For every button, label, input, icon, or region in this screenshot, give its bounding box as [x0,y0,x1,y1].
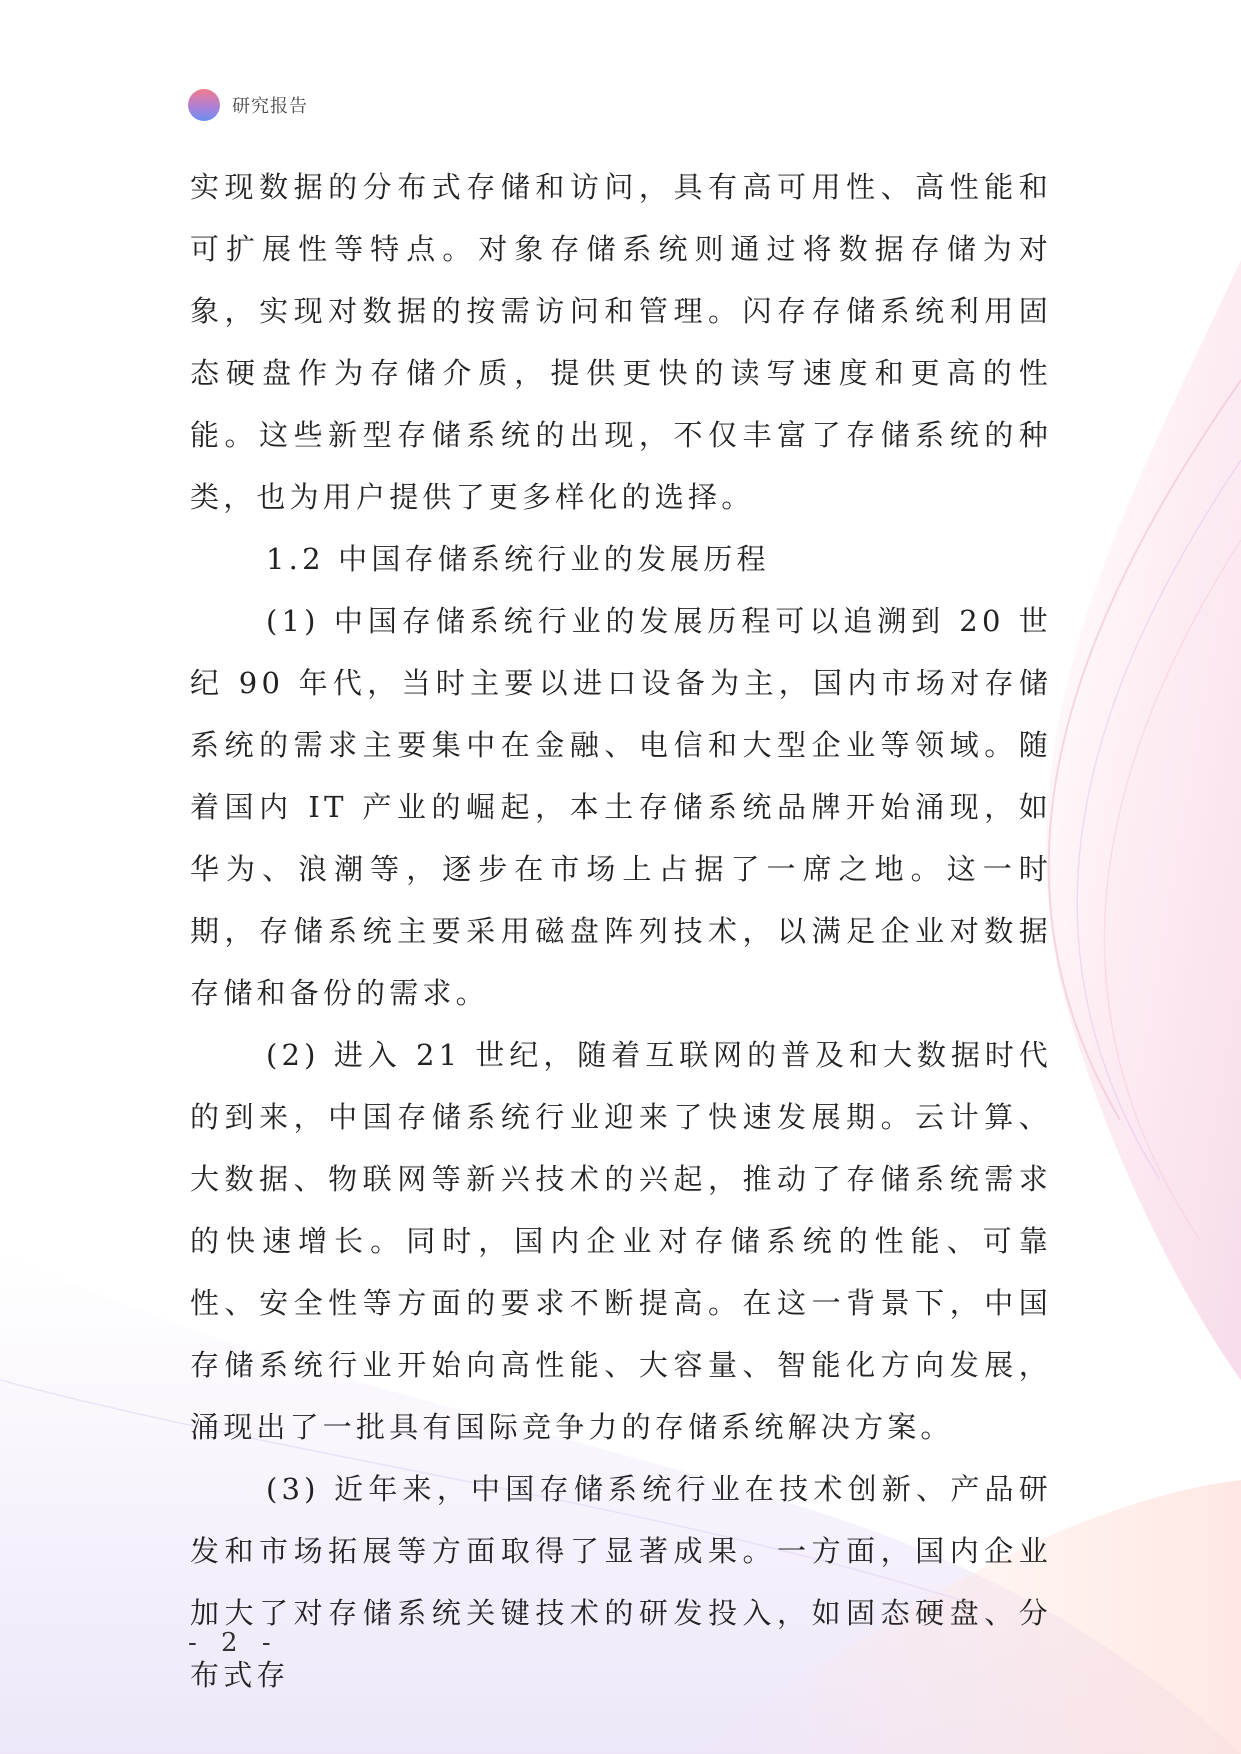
body-paragraph: 实现数据的分布式存储和访问，具有高可用性、高性能和可扩展性等特点。对象存储系统则通过将数据存储为对象，实现对数据的按需访问和管理。闪存存储系统利用固态硬盘作为存储介质，提供更快的读写速度和更高的性能。这些新型存储系统的出现，不仅丰富了存储系统的种类，也为用户提供了更多样化的选择。 [190,170,1052,514]
document-header [188,88,308,122]
header-title: 研究报告 [232,96,308,117]
list-item: (1) 中国存储系统行业的发展历程可以追溯到 20 世纪 90 年代，当时主要以进口设备为主，国内市场对存储系统的需求主要集中在金融、电信和大型企业等领域。随着国内 IT 产业的崛起，本土存储系统品牌开始涌现，如华为、浪潮等，逐步在市场上占据了一席之地。这一时期，存储系统主要采用磁盘阵列技术，以满足企业对数据存储和备份的需求。 [190,604,1052,1010]
list-item: (2) 进入 21 世纪，随着互联网的普及和大数据时代的到来，中国存储系统行业迎来了快速发展期。云计算、大数据、物联网等新兴技术的兴起，推动了存储系统需求的快速增长。同时，国内企业对存储系统的性能、可靠性、安全性等方面的要求不断提高。在这一背景下，中国存储系统行业开始向高性能、大容量、智能化方向发展，涌现出了一批具有国际竞争力的存储系统解决方案。 [190,1038,1052,1444]
section-heading: 1.2 中国存储系统行业的发展历程 [266,542,770,576]
document-body [190,156,1052,1706]
logo-circle-icon [188,89,220,121]
list-item: (3) 近年来，中国存储系统行业在技术创新、产品研发和市场拓展等方面取得了显著成果。一方面，国内企业加大了对存储系统关键技术的研发投入，如固态硬盘、分布式存 [190,1472,1052,1692]
page-number: - 2 - [188,1628,279,1658]
